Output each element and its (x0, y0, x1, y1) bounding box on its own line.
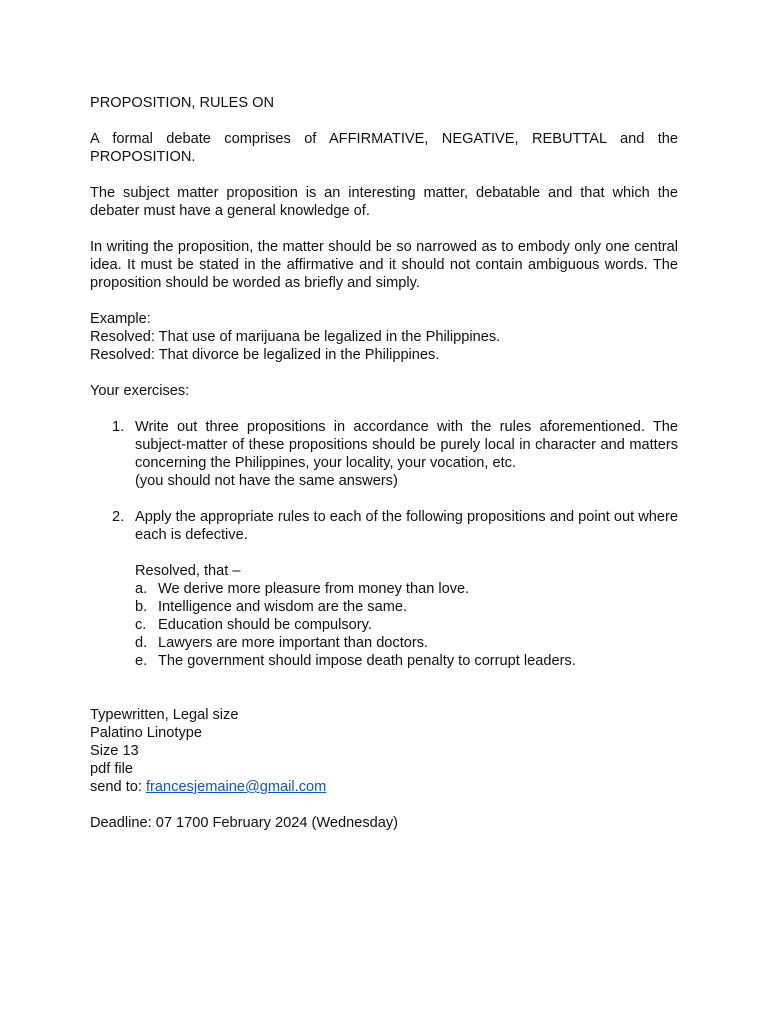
proposition-item (135, 598, 678, 616)
exercises-label: Your exercises: (90, 383, 190, 399)
proposition-text: We derive more pleasure from money than love. (158, 581, 470, 597)
proposition-item (135, 580, 678, 598)
deadline: Deadline: 07 1700 February 2024 (Wednesday) (90, 815, 399, 831)
proposition-text: Lawyers are more important than doctors. (158, 635, 429, 651)
exercise-text: Apply the appropriate rules to each of the following propositions and point out where each is defective. (135, 509, 678, 543)
exercise-text: Write out three propositions in accordance with the rules aforementioned. The subject-matter of these propositions should be purely local in character and matters concerning the Philippines, your locality, your vocation, etc. (135, 419, 678, 471)
proposition-letter: a. (135, 581, 148, 597)
proposition-letter: b. (135, 599, 148, 615)
proposition-item (135, 616, 678, 634)
proposition-text: Education should be compulsory. (158, 617, 372, 633)
exercise-note: (you should not have the same answers) (135, 473, 398, 489)
proposition-text: The government should impose death penalty to corrupt leaders. (158, 653, 576, 669)
proposition-letter: e. (135, 653, 148, 669)
send-to-label: send to: (90, 779, 142, 795)
email-link[interactable]: francesjemaine@gmail.com (146, 779, 327, 795)
example-line: Resolved: That divorce be legalized in the Philippines. (90, 347, 440, 363)
exercise-number: 2. (112, 509, 125, 525)
paragraph-subject-matter: The subject matter proposition is an interesting matter, debatable and that which the debater must have a general knowledge of. (90, 185, 678, 219)
exercise-number: 1. (112, 419, 125, 435)
document-title: PROPOSITION, RULES ON (90, 95, 275, 111)
example-section (90, 310, 678, 364)
format-line: Typewritten, Legal size (90, 707, 239, 723)
document-page (90, 94, 678, 832)
format-line: Size 13 (90, 743, 139, 759)
paragraph-debate-components: A formal debate comprises of AFFIRMATIVE, NEGATIVE, REBUTTAL and the PROPOSITION. (90, 131, 678, 165)
proposition-list (135, 580, 678, 670)
proposition-text: Intelligence and wisdom are the same. (158, 599, 408, 615)
send-to-line (90, 778, 678, 796)
resolved-label: Resolved, that – (135, 563, 241, 579)
proposition-letter: c. (135, 617, 147, 633)
proposition-item (135, 652, 678, 670)
exercise-list (90, 418, 678, 670)
exercise-item-1 (90, 418, 678, 490)
spacer (90, 688, 678, 706)
proposition-letter: d. (135, 635, 148, 651)
example-line: Resolved: That use of marijuana be legalized in the Philippines. (90, 329, 501, 345)
format-line: pdf file (90, 761, 133, 777)
paragraph-writing-proposition: In writing the proposition, the matter should be so narrowed as to embody only one central idea. It must be stated in the affirmative and it should not contain ambiguous words. The proposition should be worded as briefly and simply. (90, 239, 678, 291)
format-line: Palatino Linotype (90, 725, 202, 741)
example-label: Example: (90, 311, 151, 327)
proposition-item (135, 634, 678, 652)
exercise-item-2 (90, 508, 678, 670)
format-section (90, 706, 678, 796)
